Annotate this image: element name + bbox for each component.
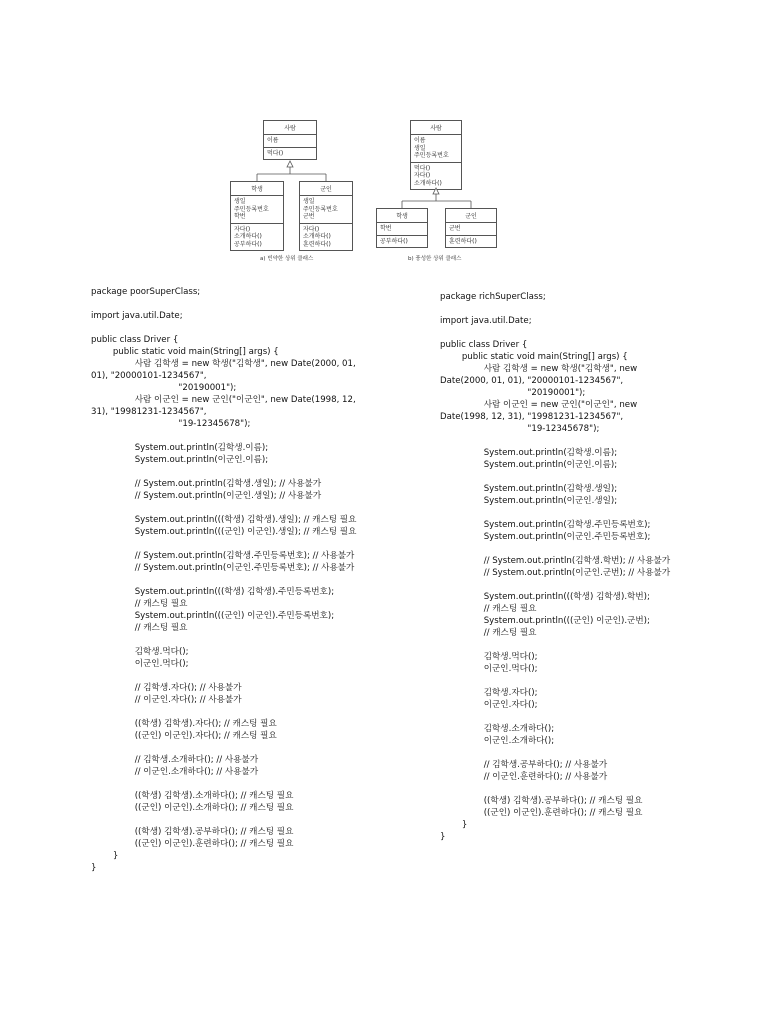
code-line: public class Driver { [91,335,179,345]
class-name: 군인 [300,182,352,196]
method: 자다() [234,225,251,233]
code-line: // 캐스팅 필요 [91,599,188,609]
code-line: System.out.println(이군인.생일); [440,496,618,506]
method: 자다() [414,172,431,179]
field: 학번 [380,225,392,232]
method: 공부하다() [380,237,408,245]
code-line [91,574,376,586]
code-line: System.out.println(김학생.생일); [440,484,618,494]
code-line: ((군인) 이군인).훈련하다(); // 캐스팅 필요 [91,839,294,849]
code-line [91,298,376,310]
code-line: System.out.println(김학생.주민등록번호); [440,520,651,530]
class-name: 사람 [411,121,461,135]
code-line: // 캐스팅 필요 [440,628,537,638]
code-line: System.out.println(((학생) 김학생).주민등록번호); [91,587,335,597]
code-line [91,706,376,718]
method: 훈련하다() [303,240,331,248]
class-name: 학생 [377,209,427,223]
code-line: 김학생.소개하다(); [440,724,555,734]
code-line [91,538,376,550]
code-line: 01), "20000101-1234567", [91,371,207,381]
code-line [91,502,376,514]
code-line: System.out.println(김학생.이름); [91,443,269,453]
code-line: // System.out.println(이군인.주민등록번호); // 사용불가 [91,563,355,573]
code-line: package richSuperClass; [440,292,546,302]
code-line: // 이군인.소개하다(); // 사용불가 [91,767,259,777]
code-line: 사람 김학생 = new 학생("김학생", new Date(2000, 01, [91,359,356,369]
code-line [440,327,740,339]
code-line: 김학생.먹다(); [440,652,538,662]
method: 소개하다() [234,233,262,240]
class-name: 사람 [264,121,316,135]
code-line: "20190001"); [91,383,237,393]
code-line [91,322,376,334]
code-line [440,747,740,759]
code-line: 이군인.자다(); [440,700,538,710]
code-line: // 캐스팅 필요 [91,623,188,633]
code-line: ((군인) 이군인).소개하다(); // 캐스팅 필요 [91,803,294,813]
method: 훈련하다() [449,237,477,245]
code-line [440,543,740,555]
code-line: System.out.println(((학생) 김학생).생일); // 캐스팅 필요 [91,515,357,525]
method: 먹다() [414,164,431,172]
code-line: // 캐스팅 필요 [440,604,537,614]
method: 소개하다() [303,233,331,240]
field: 주민등록번호 [303,205,338,213]
diagram-b-caption: b) 풍성한 상위 클래스 [408,256,462,262]
field: 이름 [267,137,279,144]
code-line: 김학생.먹다(); [91,647,189,657]
code-line: 사람 이군인 = new 군인("이군인", new [440,400,638,410]
code-line: ((학생) 김학생).소개하다(); // 캐스팅 필요 [91,791,294,801]
field: 군번 [449,225,461,232]
inheritance-connectors [0,0,782,300]
code-line: Date(1998, 12, 31), "19981231-1234567", [440,412,624,422]
field: 생일 [234,198,246,205]
code-line: "19-12345678"); [91,419,251,429]
code-line: import java.util.Date; [440,316,532,326]
code-line [91,466,376,478]
code-line: System.out.println(((군인) 이군인).생일); // 캐스팅 필요 [91,527,357,537]
code-line: // 이군인.자다(); // 사용불가 [91,695,242,705]
code-line: public class Driver { [440,340,528,350]
code-line [440,579,740,591]
method: 먹다() [267,149,284,157]
field: 주민등록번호 [234,205,269,213]
field: 생일 [414,144,426,152]
code-line: } [440,820,468,830]
inheritance-arrowhead [287,161,293,167]
code-line [440,675,740,687]
field: 이름 [414,137,426,144]
code-line: 이군인.소개하다(); [440,736,555,746]
diagram-a-caption: a) 빈약한 상위 클래스 [260,256,314,262]
code-line [91,742,376,754]
class-name: 학생 [231,182,283,196]
class-name: 군인 [446,209,496,223]
field: 학번 [234,213,246,220]
code-line: // System.out.println(김학생.생일); // 사용불가 [91,479,322,489]
field: 생일 [303,198,315,205]
code-line: // System.out.println(이군인.군번); // 사용불가 [440,568,671,578]
code-line [440,711,740,723]
code-line: } [91,863,97,873]
code-line: 이군인.먹다(); [91,659,189,669]
code-line: package poorSuperClass; [91,287,201,297]
code-line: System.out.println(이군인.주민등록번호); [440,532,651,542]
code-line [440,639,740,651]
code-line: ((학생) 김학생).자다(); // 캐스팅 필요 [91,719,277,729]
code-line: } [440,832,446,842]
code-line [91,430,376,442]
code-line: // System.out.println(김학생.학번); // 사용불가 [440,556,671,566]
method: 자다() [303,225,320,233]
code-line: System.out.println(((군인) 이군인).주민등록번호); [91,611,335,621]
method: 소개하다() [414,179,442,187]
code-line: "19-12345678"); [440,424,600,434]
code-line: 사람 이군인 = new 군인("이군인", new Date(1998, 12, [91,395,356,405]
code-line: 이군인.먹다(); [440,664,538,674]
code-line: 김학생.자다(); [440,688,538,698]
code-line [91,634,376,646]
code-line: 사람 김학생 = new 학생("김학생", new [440,364,638,374]
code-line: Date(2000, 01, 01), "20000101-1234567", [440,376,624,386]
code-line [440,471,740,483]
code-line: // System.out.println(이군인.생일); // 사용불가 [91,491,322,501]
field: 주민등록번호 [414,152,449,159]
code-line [91,670,376,682]
code-line: System.out.println(이군인.이름); [91,455,269,465]
code-line: "20190001"); [440,388,586,398]
code-line: ((군인) 이군인).자다(); // 캐스팅 필요 [91,731,277,741]
code-line: System.out.println(((학생) 김학생).학번); [440,592,650,602]
code-line [440,507,740,519]
code-line: // 김학생.소개하다(); // 사용불가 [91,755,259,765]
code-line: ((학생) 김학생).공부하다(); // 캐스팅 필요 [91,827,294,837]
code-line: // System.out.println(김학생.주민등록번호); // 사용불가 [91,551,355,561]
code-listing-rich-super-class [440,291,740,843]
code-line: } [91,851,119,861]
field: 군번 [303,213,315,220]
code-line [440,303,740,315]
code-line: // 김학생.공부하다(); // 사용불가 [440,760,608,770]
code-line: System.out.println(((군인) 이군인).군번); [440,616,650,626]
code-line [440,435,740,447]
code-line: public static void main(String[] args) { [91,347,279,357]
code-line: System.out.println(김학생.이름); [440,448,618,458]
code-line: // 김학생.자다(); // 사용불가 [91,683,242,693]
code-line: 31), "19981231-1234567", [91,407,207,417]
code-line: ((학생) 김학생).공부하다(); // 캐스팅 필요 [440,796,643,806]
code-line [440,783,740,795]
code-line: System.out.println(이군인.이름); [440,460,618,470]
method: 공부하다() [234,240,262,248]
code-line: import java.util.Date; [91,311,183,321]
code-line [91,814,376,826]
code-line: ((군인) 이군인).훈련하다(); // 캐스팅 필요 [440,808,643,818]
inheritance-arrowhead [433,188,439,194]
code-line: public static void main(String[] args) { [440,352,628,362]
code-line [91,778,376,790]
code-listing-poor-super-class [91,286,376,874]
code-line: // 이군인.훈련하다(); // 사용불가 [440,772,608,782]
